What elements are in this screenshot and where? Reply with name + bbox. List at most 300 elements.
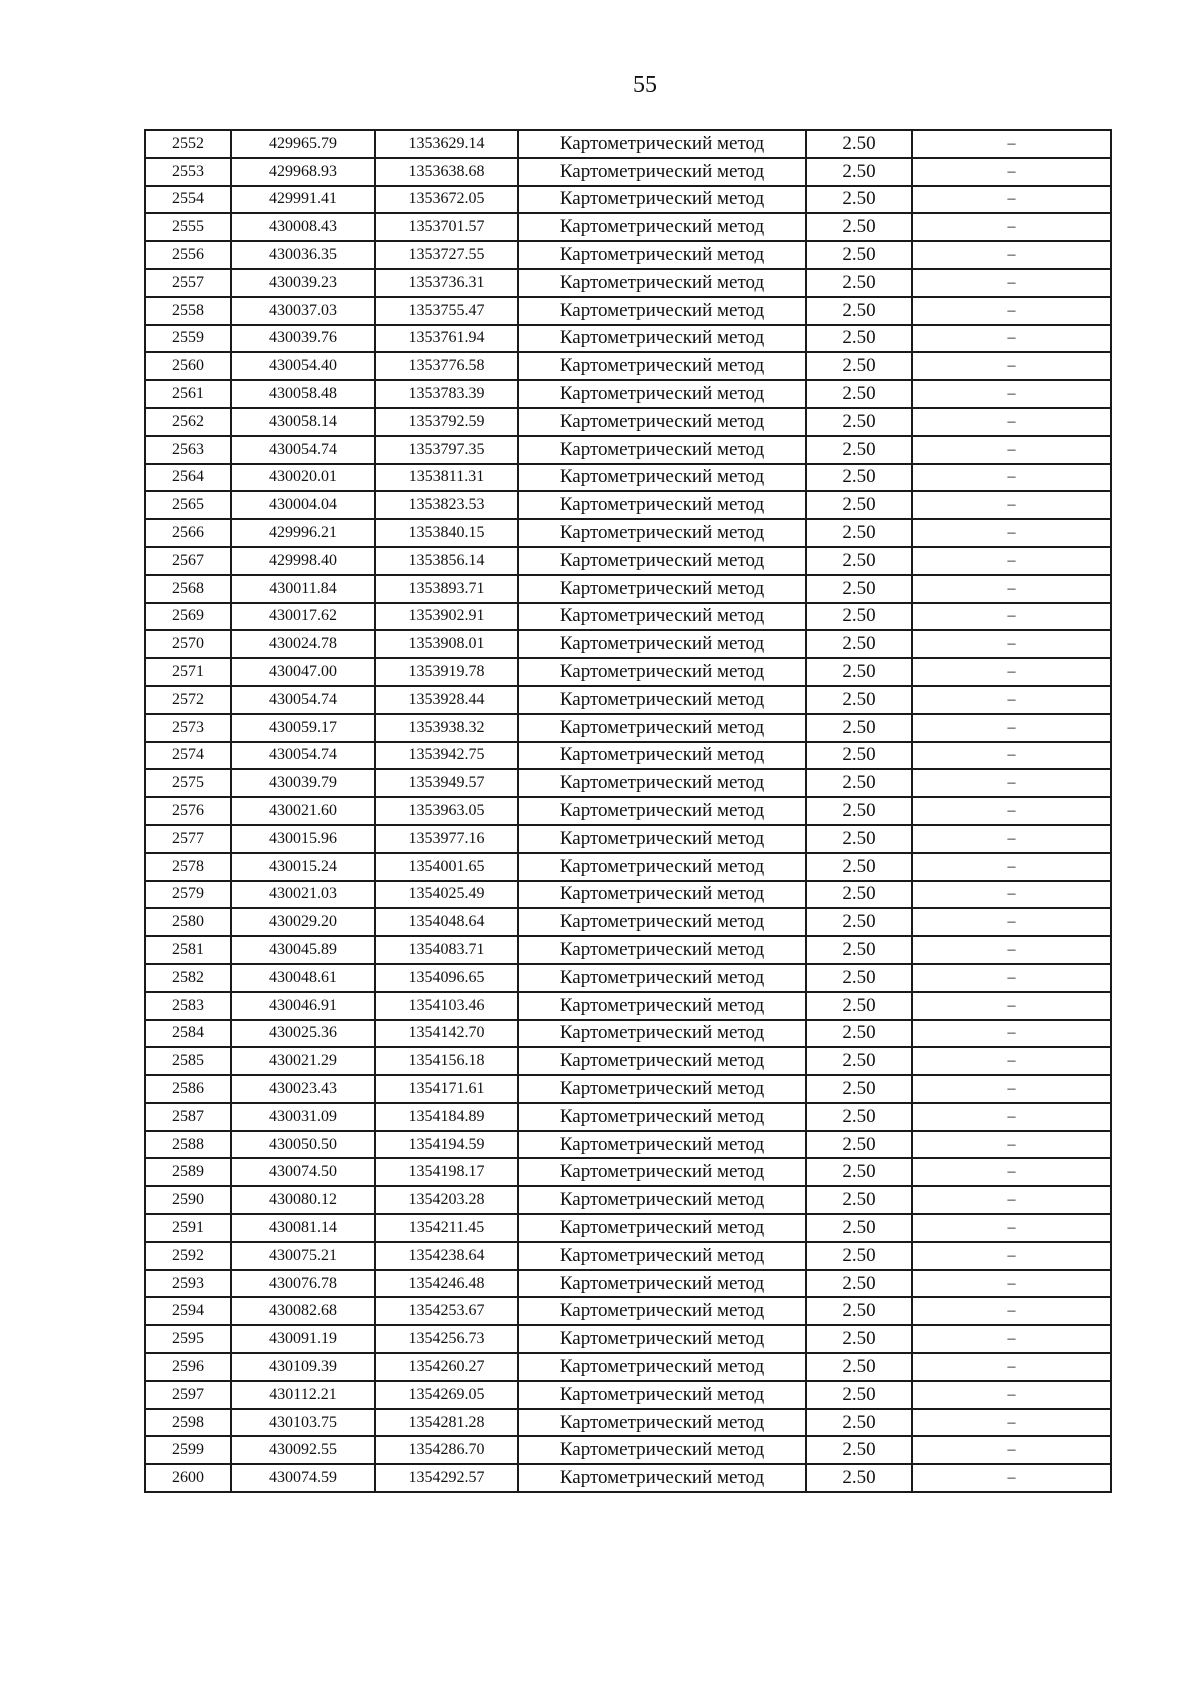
description-cell: – [912, 686, 1111, 714]
accuracy-cell: 2.50 [806, 1381, 912, 1409]
accuracy-cell: 2.50 [806, 714, 912, 742]
x-coordinate-cell: 429998.40 [231, 547, 375, 575]
table-row [145, 742, 1111, 770]
accuracy-cell: 2.50 [806, 658, 912, 686]
accuracy-cell: 2.50 [806, 186, 912, 214]
description-cell: – [912, 603, 1111, 631]
accuracy-cell: 2.50 [806, 964, 912, 992]
method-cell: Картометрический метод [518, 297, 806, 325]
point-number-cell: 2598 [145, 1409, 231, 1437]
description-cell: – [912, 213, 1111, 241]
table-row [145, 158, 1111, 186]
x-coordinate-cell: 430091.19 [231, 1325, 375, 1353]
point-number-cell: 2569 [145, 603, 231, 631]
method-cell: Картометрический метод [518, 936, 806, 964]
method-cell: Картометрический метод [518, 436, 806, 464]
table-row [145, 1047, 1111, 1075]
table-row [145, 1325, 1111, 1353]
accuracy-cell: 2.50 [806, 881, 912, 909]
description-cell: – [912, 1186, 1111, 1214]
y-coordinate-cell: 1353776.58 [375, 352, 518, 380]
y-coordinate-cell: 1353977.16 [375, 825, 518, 853]
x-coordinate-cell: 430082.68 [231, 1297, 375, 1325]
accuracy-cell: 2.50 [806, 1075, 912, 1103]
method-cell: Картометрический метод [518, 908, 806, 936]
x-coordinate-cell: 430015.96 [231, 825, 375, 853]
description-cell: – [912, 491, 1111, 519]
method-cell: Картометрический метод [518, 325, 806, 353]
description-cell: – [912, 964, 1111, 992]
point-number-cell: 2582 [145, 964, 231, 992]
accuracy-cell: 2.50 [806, 1131, 912, 1159]
y-coordinate-cell: 1353792.59 [375, 408, 518, 436]
description-cell: – [912, 408, 1111, 436]
x-coordinate-cell: 430054.74 [231, 742, 375, 770]
x-coordinate-cell: 429968.93 [231, 158, 375, 186]
method-cell: Картометрический метод [518, 241, 806, 269]
table-row [145, 1297, 1111, 1325]
description-cell: – [912, 464, 1111, 492]
accuracy-cell: 2.50 [806, 1325, 912, 1353]
table-row [145, 1075, 1111, 1103]
y-coordinate-cell: 1354103.46 [375, 992, 518, 1020]
table-row [145, 1186, 1111, 1214]
y-coordinate-cell: 1354203.28 [375, 1186, 518, 1214]
point-number-cell: 2559 [145, 325, 231, 353]
point-number-cell: 2595 [145, 1325, 231, 1353]
y-coordinate-cell: 1354256.73 [375, 1325, 518, 1353]
description-cell: – [912, 908, 1111, 936]
x-coordinate-cell: 430037.03 [231, 297, 375, 325]
description-cell: – [912, 1047, 1111, 1075]
coordinates-table-body [145, 130, 1111, 1492]
description-cell: – [912, 992, 1111, 1020]
description-cell: – [912, 352, 1111, 380]
x-coordinate-cell: 430103.75 [231, 1409, 375, 1437]
point-number-cell: 2574 [145, 742, 231, 770]
y-coordinate-cell: 1353701.57 [375, 213, 518, 241]
point-number-cell: 2573 [145, 714, 231, 742]
y-coordinate-cell: 1353672.05 [375, 186, 518, 214]
accuracy-cell: 2.50 [806, 464, 912, 492]
method-cell: Картометрический метод [518, 797, 806, 825]
y-coordinate-cell: 1353727.55 [375, 241, 518, 269]
method-cell: Картометрический метод [518, 380, 806, 408]
table-row [145, 213, 1111, 241]
method-cell: Картометрический метод [518, 1103, 806, 1131]
point-number-cell: 2566 [145, 519, 231, 547]
x-coordinate-cell: 430024.78 [231, 630, 375, 658]
x-coordinate-cell: 430092.55 [231, 1436, 375, 1464]
point-number-cell: 2589 [145, 1158, 231, 1186]
y-coordinate-cell: 1353893.71 [375, 575, 518, 603]
y-coordinate-cell: 1353638.68 [375, 158, 518, 186]
accuracy-cell: 2.50 [806, 241, 912, 269]
y-coordinate-cell: 1354286.70 [375, 1436, 518, 1464]
point-number-cell: 2575 [145, 769, 231, 797]
method-cell: Картометрический метод [518, 491, 806, 519]
point-number-cell: 2580 [145, 908, 231, 936]
point-number-cell: 2556 [145, 241, 231, 269]
x-coordinate-cell: 430076.78 [231, 1270, 375, 1298]
point-number-cell: 2581 [145, 936, 231, 964]
accuracy-cell: 2.50 [806, 491, 912, 519]
accuracy-cell: 2.50 [806, 1158, 912, 1186]
table-row [145, 1103, 1111, 1131]
accuracy-cell: 2.50 [806, 352, 912, 380]
accuracy-cell: 2.50 [806, 325, 912, 353]
y-coordinate-cell: 1353797.35 [375, 436, 518, 464]
method-cell: Картометрический метод [518, 1131, 806, 1159]
table-row [145, 853, 1111, 881]
y-coordinate-cell: 1354253.67 [375, 1297, 518, 1325]
description-cell: – [912, 1020, 1111, 1048]
y-coordinate-cell: 1354184.89 [375, 1103, 518, 1131]
accuracy-cell: 2.50 [806, 547, 912, 575]
y-coordinate-cell: 1353629.14 [375, 130, 518, 158]
accuracy-cell: 2.50 [806, 1353, 912, 1381]
description-cell: – [912, 1381, 1111, 1409]
table-row [145, 964, 1111, 992]
accuracy-cell: 2.50 [806, 1214, 912, 1242]
point-number-cell: 2592 [145, 1242, 231, 1270]
y-coordinate-cell: 1353856.14 [375, 547, 518, 575]
accuracy-cell: 2.50 [806, 130, 912, 158]
x-coordinate-cell: 430074.50 [231, 1158, 375, 1186]
description-cell: – [912, 380, 1111, 408]
x-coordinate-cell: 430020.01 [231, 464, 375, 492]
x-coordinate-cell: 430050.50 [231, 1131, 375, 1159]
y-coordinate-cell: 1353811.31 [375, 464, 518, 492]
table-row [145, 491, 1111, 519]
x-coordinate-cell: 430046.91 [231, 992, 375, 1020]
method-cell: Картометрический метод [518, 1270, 806, 1298]
method-cell: Картометрический метод [518, 742, 806, 770]
x-coordinate-cell: 430031.09 [231, 1103, 375, 1131]
point-number-cell: 2562 [145, 408, 231, 436]
y-coordinate-cell: 1353963.05 [375, 797, 518, 825]
x-coordinate-cell: 430021.29 [231, 1047, 375, 1075]
description-cell: – [912, 1436, 1111, 1464]
accuracy-cell: 2.50 [806, 936, 912, 964]
method-cell: Картометрический метод [518, 130, 806, 158]
method-cell: Картометрический метод [518, 630, 806, 658]
description-cell: – [912, 436, 1111, 464]
table-row [145, 797, 1111, 825]
table-row [145, 436, 1111, 464]
description-cell: – [912, 714, 1111, 742]
method-cell: Картометрический метод [518, 408, 806, 436]
y-coordinate-cell: 1354281.28 [375, 1409, 518, 1437]
description-cell: – [912, 1297, 1111, 1325]
y-coordinate-cell: 1354238.64 [375, 1242, 518, 1270]
method-cell: Картометрический метод [518, 1158, 806, 1186]
point-number-cell: 2577 [145, 825, 231, 853]
point-number-cell: 2561 [145, 380, 231, 408]
description-cell: – [912, 1158, 1111, 1186]
x-coordinate-cell: 430058.48 [231, 380, 375, 408]
description-cell: – [912, 658, 1111, 686]
point-number-cell: 2593 [145, 1270, 231, 1298]
x-coordinate-cell: 430045.89 [231, 936, 375, 964]
description-cell: – [912, 575, 1111, 603]
x-coordinate-cell: 430058.14 [231, 408, 375, 436]
description-cell: – [912, 1214, 1111, 1242]
description-cell: – [912, 297, 1111, 325]
accuracy-cell: 2.50 [806, 1409, 912, 1437]
method-cell: Картометрический метод [518, 1297, 806, 1325]
x-coordinate-cell: 430054.40 [231, 352, 375, 380]
method-cell: Картометрический метод [518, 853, 806, 881]
description-cell: – [912, 158, 1111, 186]
accuracy-cell: 2.50 [806, 1297, 912, 1325]
table-row [145, 1353, 1111, 1381]
description-cell: – [912, 797, 1111, 825]
table-row [145, 769, 1111, 797]
accuracy-cell: 2.50 [806, 408, 912, 436]
method-cell: Картометрический метод [518, 269, 806, 297]
description-cell: – [912, 1409, 1111, 1437]
page-number: 55 [633, 72, 657, 98]
accuracy-cell: 2.50 [806, 575, 912, 603]
method-cell: Картометрический метод [518, 547, 806, 575]
y-coordinate-cell: 1353823.53 [375, 491, 518, 519]
y-coordinate-cell: 1353755.47 [375, 297, 518, 325]
method-cell: Картометрический метод [518, 1020, 806, 1048]
accuracy-cell: 2.50 [806, 213, 912, 241]
accuracy-cell: 2.50 [806, 686, 912, 714]
point-number-cell: 2584 [145, 1020, 231, 1048]
x-coordinate-cell: 430029.20 [231, 908, 375, 936]
y-coordinate-cell: 1354156.18 [375, 1047, 518, 1075]
point-number-cell: 2555 [145, 213, 231, 241]
x-coordinate-cell: 430023.43 [231, 1075, 375, 1103]
y-coordinate-cell: 1354292.57 [375, 1464, 518, 1492]
point-number-cell: 2570 [145, 630, 231, 658]
x-coordinate-cell: 430039.79 [231, 769, 375, 797]
table-row [145, 1158, 1111, 1186]
description-cell: – [912, 630, 1111, 658]
method-cell: Картометрический метод [518, 603, 806, 631]
accuracy-cell: 2.50 [806, 1186, 912, 1214]
table-row [145, 825, 1111, 853]
description-cell: – [912, 1103, 1111, 1131]
y-coordinate-cell: 1353908.01 [375, 630, 518, 658]
method-cell: Картометрический метод [518, 158, 806, 186]
point-number-cell: 2553 [145, 158, 231, 186]
accuracy-cell: 2.50 [806, 380, 912, 408]
table-row [145, 714, 1111, 742]
y-coordinate-cell: 1353736.31 [375, 269, 518, 297]
table-row [145, 603, 1111, 631]
table-row [145, 519, 1111, 547]
x-coordinate-cell: 429965.79 [231, 130, 375, 158]
x-coordinate-cell: 430080.12 [231, 1186, 375, 1214]
x-coordinate-cell: 430021.60 [231, 797, 375, 825]
point-number-cell: 2599 [145, 1436, 231, 1464]
table-row [145, 352, 1111, 380]
method-cell: Картометрический метод [518, 1464, 806, 1492]
method-cell: Картометрический метод [518, 658, 806, 686]
y-coordinate-cell: 1353840.15 [375, 519, 518, 547]
y-coordinate-cell: 1353761.94 [375, 325, 518, 353]
method-cell: Картометрический метод [518, 881, 806, 909]
y-coordinate-cell: 1354083.71 [375, 936, 518, 964]
accuracy-cell: 2.50 [806, 1047, 912, 1075]
description-cell: – [912, 519, 1111, 547]
x-coordinate-cell: 430054.74 [231, 686, 375, 714]
method-cell: Картометрический метод [518, 1186, 806, 1214]
coordinates-table [144, 129, 1112, 1493]
table-row [145, 1409, 1111, 1437]
point-number-cell: 2597 [145, 1381, 231, 1409]
table-row [145, 408, 1111, 436]
x-coordinate-cell: 430017.62 [231, 603, 375, 631]
x-coordinate-cell: 430112.21 [231, 1381, 375, 1409]
table-row [145, 1436, 1111, 1464]
point-number-cell: 2596 [145, 1353, 231, 1381]
accuracy-cell: 2.50 [806, 742, 912, 770]
point-number-cell: 2586 [145, 1075, 231, 1103]
accuracy-cell: 2.50 [806, 1103, 912, 1131]
table-row [145, 186, 1111, 214]
description-cell: – [912, 547, 1111, 575]
y-coordinate-cell: 1354025.49 [375, 881, 518, 909]
x-coordinate-cell: 430011.84 [231, 575, 375, 603]
accuracy-cell: 2.50 [806, 908, 912, 936]
accuracy-cell: 2.50 [806, 519, 912, 547]
accuracy-cell: 2.50 [806, 1436, 912, 1464]
point-number-cell: 2567 [145, 547, 231, 575]
accuracy-cell: 2.50 [806, 992, 912, 1020]
y-coordinate-cell: 1353949.57 [375, 769, 518, 797]
point-number-cell: 2571 [145, 658, 231, 686]
description-cell: – [912, 1131, 1111, 1159]
x-coordinate-cell: 430004.04 [231, 491, 375, 519]
description-cell: – [912, 186, 1111, 214]
x-coordinate-cell: 430048.61 [231, 964, 375, 992]
description-cell: – [912, 1075, 1111, 1103]
accuracy-cell: 2.50 [806, 436, 912, 464]
table-row [145, 269, 1111, 297]
accuracy-cell: 2.50 [806, 797, 912, 825]
x-coordinate-cell: 430074.59 [231, 1464, 375, 1492]
accuracy-cell: 2.50 [806, 630, 912, 658]
y-coordinate-cell: 1353783.39 [375, 380, 518, 408]
accuracy-cell: 2.50 [806, 1242, 912, 1270]
method-cell: Картометрический метод [518, 352, 806, 380]
x-coordinate-cell: 430054.74 [231, 436, 375, 464]
x-coordinate-cell: 430036.35 [231, 241, 375, 269]
table-row [145, 575, 1111, 603]
method-cell: Картометрический метод [518, 1325, 806, 1353]
table-row [145, 1131, 1111, 1159]
y-coordinate-cell: 1354048.64 [375, 908, 518, 936]
table-row [145, 241, 1111, 269]
method-cell: Картометрический метод [518, 825, 806, 853]
accuracy-cell: 2.50 [806, 158, 912, 186]
method-cell: Картометрический метод [518, 992, 806, 1020]
method-cell: Картометрический метод [518, 213, 806, 241]
description-cell: – [912, 1353, 1111, 1381]
y-coordinate-cell: 1354198.17 [375, 1158, 518, 1186]
point-number-cell: 2568 [145, 575, 231, 603]
table-row [145, 1020, 1111, 1048]
point-number-cell: 2557 [145, 269, 231, 297]
x-coordinate-cell: 429996.21 [231, 519, 375, 547]
method-cell: Картометрический метод [518, 714, 806, 742]
point-number-cell: 2554 [145, 186, 231, 214]
y-coordinate-cell: 1354211.45 [375, 1214, 518, 1242]
accuracy-cell: 2.50 [806, 1464, 912, 1492]
x-coordinate-cell: 430039.23 [231, 269, 375, 297]
description-cell: – [912, 936, 1111, 964]
point-number-cell: 2578 [145, 853, 231, 881]
x-coordinate-cell: 429991.41 [231, 186, 375, 214]
y-coordinate-cell: 1353919.78 [375, 658, 518, 686]
y-coordinate-cell: 1353942.75 [375, 742, 518, 770]
table-row [145, 630, 1111, 658]
description-cell: – [912, 241, 1111, 269]
table-row [145, 1381, 1111, 1409]
x-coordinate-cell: 430059.17 [231, 714, 375, 742]
x-coordinate-cell: 430047.00 [231, 658, 375, 686]
point-number-cell: 2588 [145, 1131, 231, 1159]
method-cell: Картометрический метод [518, 186, 806, 214]
x-coordinate-cell: 430109.39 [231, 1353, 375, 1381]
accuracy-cell: 2.50 [806, 269, 912, 297]
method-cell: Картометрический метод [518, 1409, 806, 1437]
point-number-cell: 2587 [145, 1103, 231, 1131]
table-row [145, 1464, 1111, 1492]
method-cell: Картометрический метод [518, 1047, 806, 1075]
table-row [145, 547, 1111, 575]
method-cell: Картометрический метод [518, 575, 806, 603]
point-number-cell: 2594 [145, 1297, 231, 1325]
point-number-cell: 2564 [145, 464, 231, 492]
description-cell: – [912, 325, 1111, 353]
description-cell: – [912, 130, 1111, 158]
table-row [145, 325, 1111, 353]
point-number-cell: 2565 [145, 491, 231, 519]
description-cell: – [912, 1464, 1111, 1492]
point-number-cell: 2585 [145, 1047, 231, 1075]
y-coordinate-cell: 1354269.05 [375, 1381, 518, 1409]
description-cell: – [912, 1242, 1111, 1270]
method-cell: Картометрический метод [518, 1075, 806, 1103]
point-number-cell: 2591 [145, 1214, 231, 1242]
point-number-cell: 2576 [145, 797, 231, 825]
table-row [145, 1270, 1111, 1298]
method-cell: Картометрический метод [518, 1214, 806, 1242]
y-coordinate-cell: 1354171.61 [375, 1075, 518, 1103]
description-cell: – [912, 825, 1111, 853]
table-row [145, 1242, 1111, 1270]
point-number-cell: 2552 [145, 130, 231, 158]
description-cell: – [912, 269, 1111, 297]
table-row [145, 908, 1111, 936]
table-row [145, 881, 1111, 909]
accuracy-cell: 2.50 [806, 1020, 912, 1048]
accuracy-cell: 2.50 [806, 769, 912, 797]
table-row [145, 464, 1111, 492]
accuracy-cell: 2.50 [806, 853, 912, 881]
y-coordinate-cell: 1354260.27 [375, 1353, 518, 1381]
y-coordinate-cell: 1353938.32 [375, 714, 518, 742]
accuracy-cell: 2.50 [806, 297, 912, 325]
y-coordinate-cell: 1353928.44 [375, 686, 518, 714]
y-coordinate-cell: 1354246.48 [375, 1270, 518, 1298]
